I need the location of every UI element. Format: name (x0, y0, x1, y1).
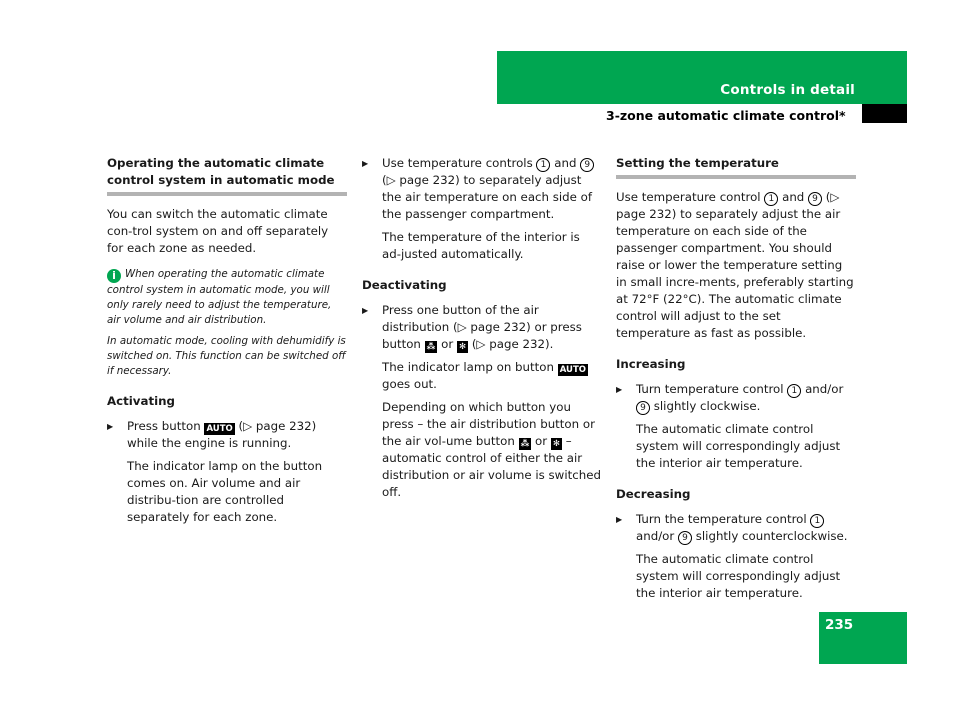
column-3 (616, 155, 856, 602)
section-subtitle: 3-zone automatic climate control* (606, 108, 846, 123)
control-1-icon: 1 (810, 514, 824, 528)
control-1-icon: 1 (764, 192, 778, 206)
step-use-controls: ▶ Use temperature controls 1 and 9 (▷ page 232) to separately adjust the air temperature on each side of the passenger compartment. (362, 155, 602, 223)
auto-button-icon: AUTO (559, 365, 586, 375)
control-9-icon: 9 (580, 158, 594, 172)
section-title: Controls in detail (720, 82, 855, 98)
step-press-distribution: ▶ Press one button of the air distribution (▷ page 232) or press button ⁂ or ✻ (▷ page 232). (362, 302, 602, 353)
step-decrease: ▶ Turn the temperature control 1 and/or 9 slightly counterclockwise. (616, 511, 856, 545)
heading-automatic-mode: Operating the automatic climate control system in automatic mode (107, 155, 347, 196)
result-auto-adjust: The temperature of the interior is ad-justed automatically. (382, 230, 580, 261)
column-2 (362, 155, 602, 501)
result-increase: The automatic climate control system will correspondingly adjust the interior air temperature. (636, 422, 841, 470)
result-indicator-on: The indicator lamp on the button comes on. Air volume and air distribu-tion are controlled separately for each zone. (127, 459, 323, 524)
step-increase: ▶ Turn temperature control 1 and/or 9 slightly clockwise. (616, 381, 856, 415)
step-press-auto: ▶ Press button AUTO (▷ page 232) while the engine is running. (107, 418, 347, 452)
control-1-icon: 1 (787, 384, 801, 398)
subheading-activating: Activating (107, 394, 175, 408)
intro-text: You can switch the automatic climate con-trol system on and off separately for each zone as needed. (107, 207, 329, 255)
subtitle-marker (862, 104, 907, 123)
note-dehumidify: In automatic mode, cooling with dehumidify is switched on. This function can be switched off if necessary. (107, 335, 346, 377)
air-distribution-icon: ⁂ (520, 439, 530, 449)
result-lamp-off: The indicator lamp on button AUTO goes out. (382, 360, 586, 391)
column-1 (107, 155, 347, 526)
page-number-box (819, 612, 907, 664)
auto-button-icon: AUTO (206, 424, 233, 434)
subheading-decreasing: Decreasing (616, 487, 691, 501)
info-note: i When operating the automatic climate control system in automatic mode, you will only rarely need to adjust the temperature, air volume and air distribution. (107, 268, 332, 326)
info-icon: i (107, 269, 121, 283)
header-banner (497, 51, 907, 104)
page-number: 235 (825, 617, 854, 633)
fan-icon: ✻ (458, 342, 467, 352)
result-control-switched-off: Depending on which button you press – the air distribution button or the air vol-ume button ⁂ or ✻ – automatic control of either the air distribution or air volume is switched off. (382, 400, 601, 499)
control-9-icon: 9 (636, 401, 650, 415)
control-9-icon: 9 (808, 192, 822, 206)
heading-setting-temperature: Setting the temperature (616, 155, 856, 179)
air-distribution-icon: ⁂ (426, 342, 436, 352)
result-decrease: The automatic climate control system will correspondingly adjust the interior air temperature. (636, 552, 841, 600)
setting-intro: Use temperature control 1 and 9 (▷ page 232) to separately adjust the air temperature on each side of the passenger compartment. You should raise or lower the temperature setting in small incre-ments, preferably starting at 72°F (22°C). The automatic climate control will adjust to the set temperature as fast as possible. (616, 190, 854, 340)
control-1-icon: 1 (536, 158, 550, 172)
subheading-deactivating: Deactivating (362, 278, 447, 292)
subheading-increasing: Increasing (616, 357, 686, 371)
fan-icon: ✻ (552, 439, 560, 449)
control-9-icon: 9 (678, 531, 692, 545)
